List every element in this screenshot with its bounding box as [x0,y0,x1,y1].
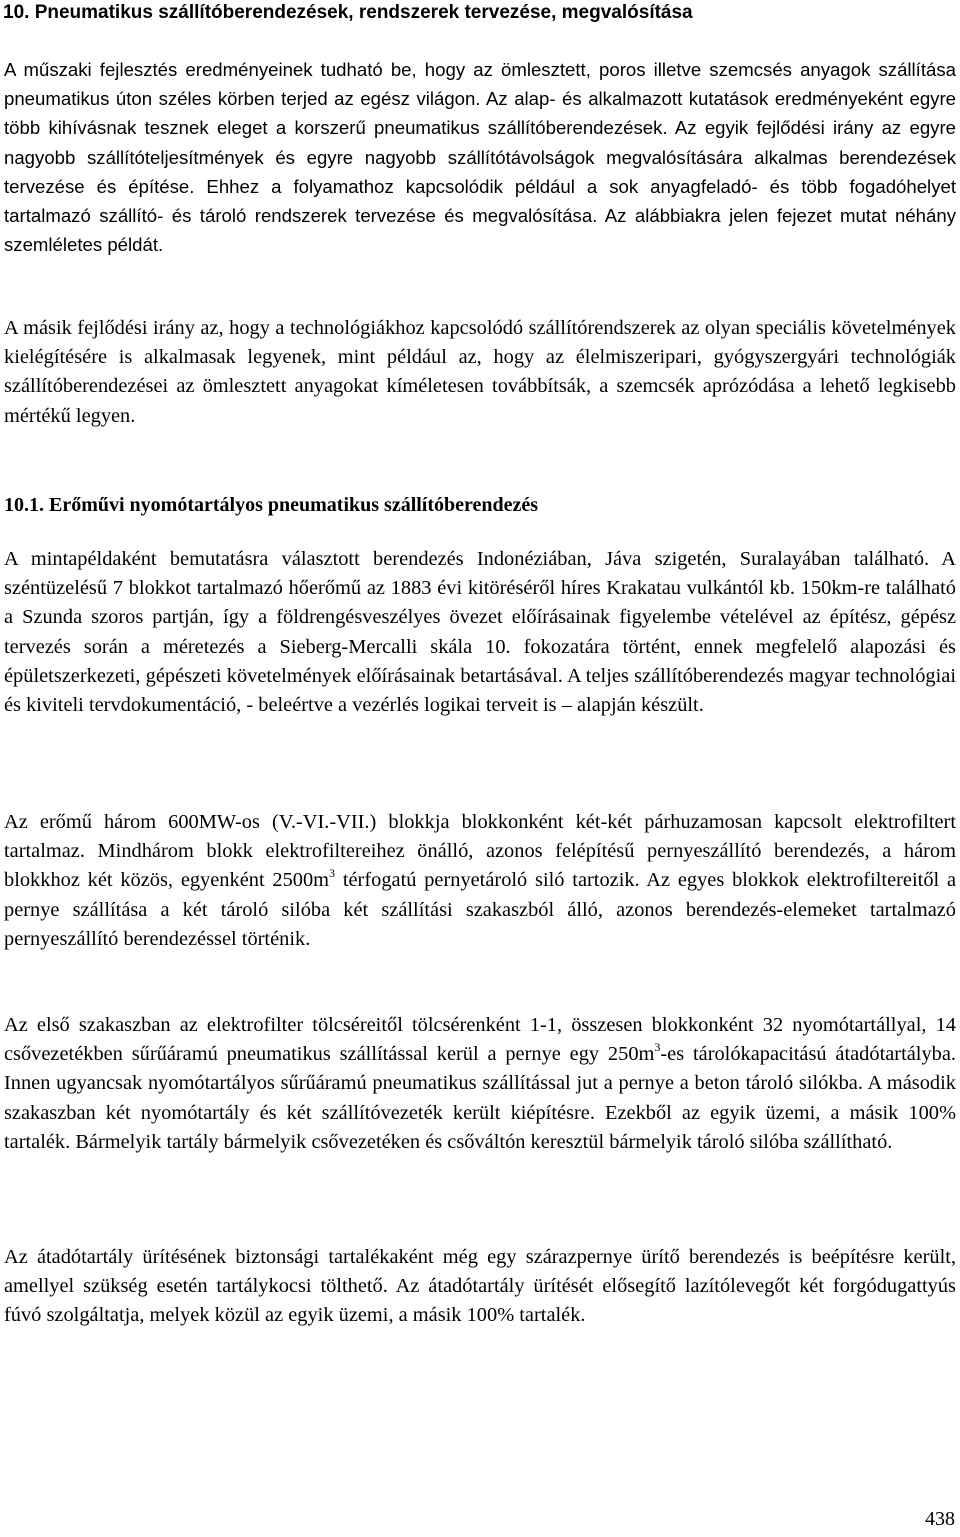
second-paragraph: A másik fejlődési irány az, hogy a technológiákhoz kapcsolódó szállítórendszerek az olyan speciális követelmények kielégítésére is alkalmasak legyenek, mint például az, hogy az élelmiszeripari, gyógyszergyári technológiák szállítóberendezései az ömlesztett anyagokat kíméletesen továbbítsák, a szemcsék aprózódása a lehető legkisebb mértékű legyen. [4,317,956,427]
section-title: 10.1. Erőművi nyomótartályos pneumatikus szállítóberendezés [4,494,539,516]
page-number: 438 [925,1508,955,1530]
section-paragraph-3-text-b: -es tárolókapacitású átadótartályba. Innen ugyancsak nyomótartályos sűrűáramú pneumatikus szállítással jut a pernye a beton tároló silókba. A második szakaszban két nyomótartály és két szállítóvezeték került kiépítésre. Ezekből az egyik üzemi, a másik 100% tartalék. Bármelyik tartály bármelyik csővezetéken és csőváltón keresztül bármelyik tároló silóba szállítható. [4,1043,956,1153]
section-paragraph-2-text-a: Az erőmű három 600MW-os (V.-VI.-VII.) blokkja blokkonként két-két párhuzamosan kapcsolt elektrofiltert tartalmaz. Mindhárom blokk elektrofiltereihez önálló, azonos felépítésű pernyeszállító berendezés, a három blokkhoz két közös, egyenként 2500m [4,811,956,892]
section-paragraph-4: Az átadótartály ürítésének biztonsági tartalékaként még egy szárazpernye ürítő berendezés is beépítésre került, amellyel szükség esetén tartálykocsi tölthető. Az átadótartály ürítését elősegítő lazítólevegőt két forgódugattyús fúvó szolgáltatja, melyek közül az egyik üzemi, a másik 100% tartalék. [4,1246,956,1327]
superscript-cubic: 3 [329,866,336,881]
section-paragraph-3 [4,1011,956,1157]
section-paragraph-1: A mintapéldaként bemutatásra választott berendezés Indonéziában, Jáva szigetén, Suralayában található. A széntüzelésű 7 blokkot tartalmazó hőerőmű az 1883 évi kitöréséről híres Krakatau vulkántól kb. 150km-re található a Szunda szoros partján, így a földrengésveszélyes övezet előírásainak figyelembe vételével az építész, gépész tervezés során a méretezés a Sieberg-Mercalli skála 10. fokozatára történt, ennek megfelelő alapozási és épületszerkezeti, gépészeti követelmények előírásainak betartásával. A teljes szállítóberendezés magyar technológiai és kiviteli tervdokumentáció, - beleértve a vezérlés logikai terveit is – alapján készült. [4,548,956,717]
section-paragraph-2 [4,808,956,954]
chapter-title: 10. Pneumatikus szállítóberendezések, rendszerek tervezése, megvalósítása [3,2,693,23]
section-paragraph-3-text-a: Az első szakaszban az elektrofilter tölcséreitől tölcsérenként 1-1, összesen blokkonként 32 nyomótartállyal, 14 csővezetékben sűrűáramú pneumatikus szállítással kerül a pernye egy 250m [4,1014,956,1066]
section-paragraph-2-text-b: térfogatú pernyetároló siló tartozik. Az egyes blokkok elektrofiltereitől a pernye szállítása a két tároló silóba két szállítási szakaszból álló, azonos berendezés-elemeket tartalmazó pernyeszállító berendezéssel történik. [4,869,957,950]
intro-paragraph: A műszaki fejlesztés eredményeinek tudható be, hogy az ömlesztett, poros illetve szemcsés anyagok szállítása pneumatikus úton széles körben terjed az egész világon. Az alap- és alkalmazott kutatások eredményeként egyre több kihívásnak tesznek eleget a korszerű pneumatikus szállítóberendezések. Az egyik fejlődési irány az egyre nagyobb szállítóteljesítmények és egyre nagyobb szállítótávolságok megvalósítására alkalmas berendezések tervezése és építése. Ehhez a folyamathoz kapcsolódik például a sok anyagfeladó- és több fogadóhelyet tartalmazó szállító- és tároló rendszerek tervezése és megvalósítása. Az alábbiakra jelen fejezet mutat néhány szemléletes példát. [4,59,956,256]
superscript-cubic: 3 [654,1040,661,1055]
